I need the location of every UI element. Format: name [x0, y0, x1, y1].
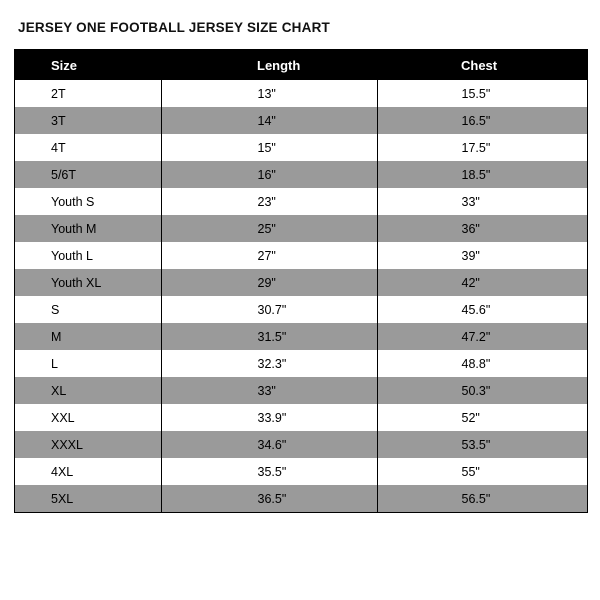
cell-length: 33.9": [161, 404, 377, 431]
table-row: [15, 188, 587, 215]
cell-size: Youth M: [15, 215, 161, 242]
cell-size: Youth L: [15, 242, 161, 269]
page-title: JERSEY ONE FOOTBALL JERSEY SIZE CHART: [18, 20, 330, 35]
cell-size: S: [15, 296, 161, 323]
table-header: [15, 50, 587, 80]
cell-size: 4T: [15, 134, 161, 161]
table-row: [15, 323, 587, 350]
cell-length: 32.3": [161, 350, 377, 377]
table-row: [15, 377, 587, 404]
cell-length: 29": [161, 269, 377, 296]
table-row: [15, 107, 587, 134]
table-row: [15, 215, 587, 242]
cell-chest: 15.5": [377, 80, 587, 107]
cell-chest: 42": [377, 269, 587, 296]
cell-size: 4XL: [15, 458, 161, 485]
size-chart-table-wrapper: [14, 49, 588, 513]
cell-length: 13": [161, 80, 377, 107]
cell-chest: 17.5": [377, 134, 587, 161]
table-row: [15, 134, 587, 161]
cell-length: 27": [161, 242, 377, 269]
cell-length: 34.6": [161, 431, 377, 458]
cell-length: 23": [161, 188, 377, 215]
cell-size: 2T: [15, 80, 161, 107]
cell-length: 15": [161, 134, 377, 161]
cell-size: 5XL: [15, 485, 161, 512]
table-row: [15, 431, 587, 458]
cell-length: 31.5": [161, 323, 377, 350]
cell-size: L: [15, 350, 161, 377]
cell-chest: 16.5": [377, 107, 587, 134]
cell-size: Youth S: [15, 188, 161, 215]
cell-size: XXXL: [15, 431, 161, 458]
cell-length: 35.5": [161, 458, 377, 485]
cell-chest: 52": [377, 404, 587, 431]
table-row: [15, 269, 587, 296]
table-row: [15, 242, 587, 269]
cell-chest: 36": [377, 215, 587, 242]
table-body: [15, 80, 587, 512]
table-header-row: [15, 50, 587, 80]
cell-chest: 50.3": [377, 377, 587, 404]
cell-length: 16": [161, 161, 377, 188]
cell-length: 14": [161, 107, 377, 134]
cell-length: 30.7": [161, 296, 377, 323]
column-header-chest: Chest: [377, 50, 587, 80]
table-row: [15, 161, 587, 188]
cell-chest: 53.5": [377, 431, 587, 458]
cell-size: M: [15, 323, 161, 350]
cell-chest: 45.6": [377, 296, 587, 323]
cell-length: 33": [161, 377, 377, 404]
cell-chest: 33": [377, 188, 587, 215]
cell-size: 5/6T: [15, 161, 161, 188]
table-row: [15, 458, 587, 485]
cell-chest: 55": [377, 458, 587, 485]
column-header-size: Size: [15, 50, 161, 80]
cell-length: 25": [161, 215, 377, 242]
table-row: [15, 350, 587, 377]
table-row: [15, 404, 587, 431]
cell-size: Youth XL: [15, 269, 161, 296]
cell-chest: 47.2": [377, 323, 587, 350]
cell-size: XXL: [15, 404, 161, 431]
column-header-length: Length: [161, 50, 377, 80]
cell-chest: 48.8": [377, 350, 587, 377]
cell-chest: 18.5": [377, 161, 587, 188]
table-row: [15, 80, 587, 107]
table-row: [15, 296, 587, 323]
cell-length: 36.5": [161, 485, 377, 512]
size-chart-table: [15, 50, 587, 512]
cell-size: 3T: [15, 107, 161, 134]
cell-chest: 39": [377, 242, 587, 269]
cell-chest: 56.5": [377, 485, 587, 512]
table-row: [15, 485, 587, 512]
cell-size: XL: [15, 377, 161, 404]
